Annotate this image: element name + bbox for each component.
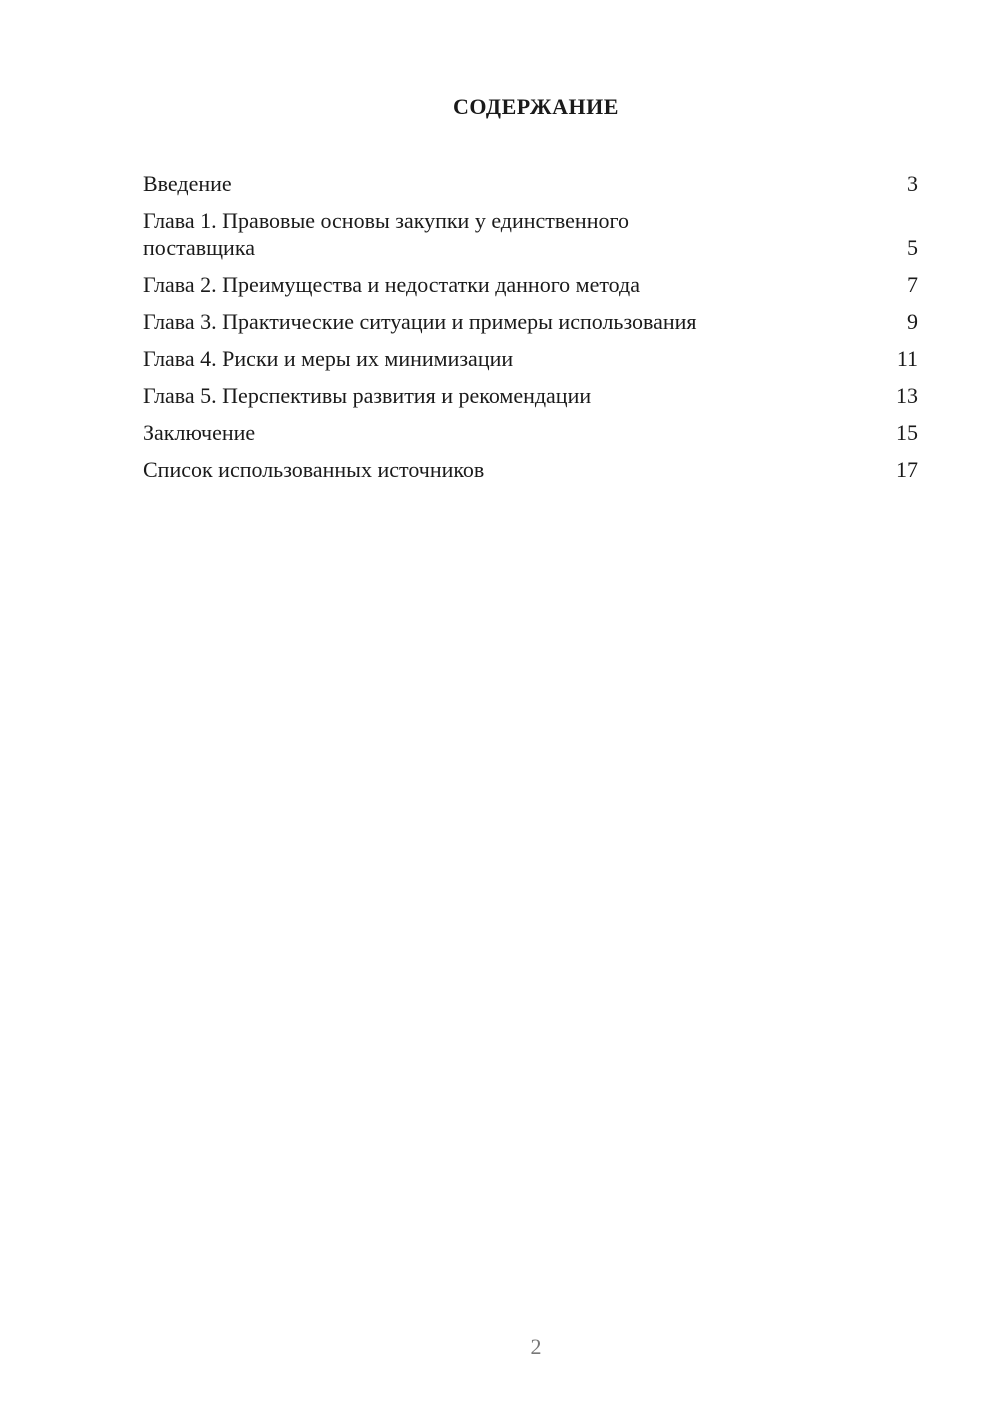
toc-heading: СОДЕРЖАНИЕ [453,94,619,119]
toc-entry-title: Список использованных источников [143,457,485,482]
toc-entry-chapter-1 [143,207,918,261]
toc-entry-introduction [143,170,918,197]
toc-entry-page: 5 [907,235,918,260]
toc-entry-chapter-2 [143,271,918,298]
toc-entry-title: Глава 5. Перспективы развития и рекомендации [143,383,592,408]
toc-entry-page: 15 [896,420,918,445]
toc-entry-title: Глава 3. Практические ситуации и примеры использования [143,309,697,334]
table-of-contents [143,170,918,493]
toc-entry-title: Глава 2. Преимущества и недостатки данного метода [143,272,641,297]
toc-entry-page: 7 [907,272,918,297]
toc-entry-page: 17 [896,457,918,482]
toc-entry-title: Глава 4. Риски и меры их минимизации [143,346,514,371]
toc-entry-page: 9 [907,309,918,334]
toc-entry-chapter-4 [143,345,918,372]
toc-entry-page: 3 [907,171,918,196]
page-number: 2 [530,1334,542,1359]
toc-entry-conclusion [143,419,918,446]
toc-entry-title: Глава 1. Правовые основы закупки у единственного поставщика [143,208,629,260]
toc-entry-references [143,456,918,483]
toc-entry-page: 13 [896,383,918,408]
toc-entry-chapter-5 [143,382,918,409]
toc-entry-chapter-3 [143,308,918,335]
toc-entry-page: 11 [896,346,918,371]
toc-entry-title: Заключение [143,420,256,445]
toc-entry-title: Введение [143,171,232,196]
